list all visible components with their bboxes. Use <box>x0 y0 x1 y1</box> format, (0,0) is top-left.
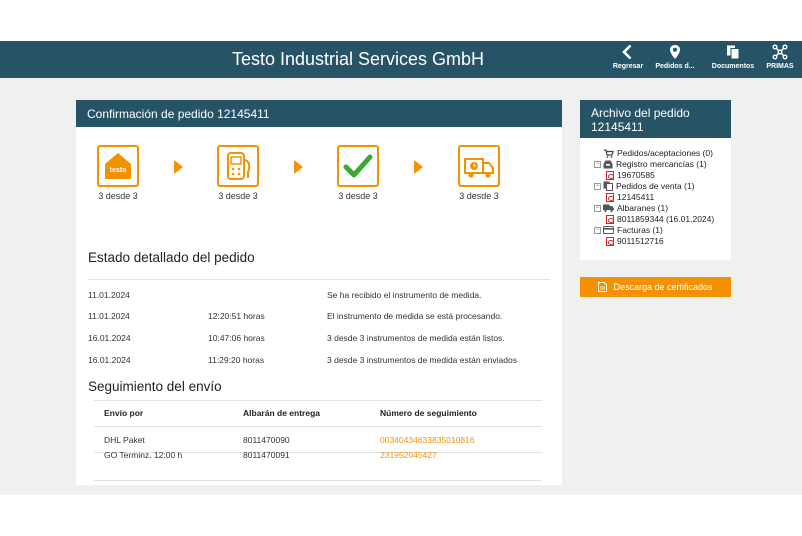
status-date: 16.01.2024 <box>88 333 131 343</box>
step-processing-box <box>217 145 259 187</box>
tracking-col-carrier: Envío por <box>104 408 144 418</box>
tree-item-label: 9011512716 <box>617 236 664 246</box>
nav-back-label: Regresar <box>612 63 644 70</box>
download-certificates-label: Descarga de certificados <box>613 282 713 292</box>
order-card <box>76 100 562 485</box>
pdf-icon <box>606 193 614 202</box>
tracking-carrier: DHL Paket <box>104 435 145 445</box>
tracking-number-link[interactable]: 231952045427 <box>380 450 437 460</box>
step-processing <box>203 145 273 201</box>
tree-item-invoices[interactable] <box>594 225 663 235</box>
archive-title-line2: 12145411 <box>591 120 644 134</box>
collapse-icon[interactable]: − <box>595 226 600 233</box>
app-background <box>0 41 802 495</box>
step-arrow-icon <box>174 160 183 174</box>
tracking-delivery-note: 8011470090 <box>243 435 290 445</box>
tree-doc-8011859344[interactable] <box>606 214 714 224</box>
archive-title-line1: Archivo del pedido <box>591 106 690 120</box>
status-date: 11.01.2024 <box>88 290 130 300</box>
step-arrow-icon <box>294 160 303 174</box>
map-pin-icon <box>667 44 683 60</box>
nav-primas-button[interactable] <box>764 44 796 76</box>
status-date: 11.01.2024 <box>88 311 130 321</box>
status-text: 3 desde 3 instrumentos de medida están listos. <box>327 333 505 343</box>
download-certificates-button[interactable] <box>580 277 731 297</box>
tracking-delivery-note: 8011470091 <box>243 450 290 460</box>
status-date: 16.01.2024 <box>88 355 131 365</box>
tree-doc-19670585[interactable] <box>606 170 655 180</box>
pdf-icon <box>606 237 614 246</box>
tree-doc-9011512716[interactable] <box>606 236 664 246</box>
step-ready-label: 3 desde 3 <box>338 191 378 201</box>
order-card-title: Confirmación de pedido 12145411 <box>76 100 562 127</box>
step-received-box <box>97 145 139 187</box>
card-icon <box>603 226 614 234</box>
nav-documents-label: Documentos <box>711 63 755 70</box>
tracking-header-row <box>94 400 542 427</box>
documents-icon <box>603 181 613 191</box>
testo-house-icon <box>102 150 134 182</box>
tree-doc-12145411[interactable] <box>606 192 654 202</box>
nav-primas-label: PRIMAS <box>766 63 794 70</box>
pdf-icon <box>606 171 614 180</box>
step-shipped-label: 3 desde 3 <box>459 191 499 201</box>
tracking-row <box>94 426 542 453</box>
tree-item-label: Pedidos de venta (1) <box>616 181 695 191</box>
step-shipped <box>444 145 514 201</box>
tracking-carrier: GO Terminz. 12:00 h <box>104 450 183 460</box>
nav-orders-label: Pedidos d... <box>655 63 695 70</box>
tree-item-label: Registro mercancías (1) <box>616 159 707 169</box>
svg-text:testo: testo <box>109 167 127 174</box>
status-text: Se ha recibido el instrumento de medida. <box>327 290 482 300</box>
nav-orders-button[interactable] <box>652 44 698 76</box>
cart-icon <box>604 149 614 158</box>
spacer <box>94 481 542 482</box>
collapse-icon[interactable]: − <box>595 204 600 211</box>
tree-item-label: Albaranes (1) <box>617 203 669 213</box>
app-title: Testo Industrial Services GmbH <box>231 49 485 69</box>
nav-documents-button[interactable] <box>709 44 757 76</box>
checkmark-icon <box>342 150 374 182</box>
tracking-col-delivery-note: Albarán de entrega <box>243 408 320 418</box>
archive-card-title <box>580 100 731 138</box>
status-time: 12:20:51 horas <box>208 311 265 321</box>
tree-item-label: Pedidos/aceptaciones (0) <box>617 148 713 158</box>
tree-item-label: 8011859344 (16.01.2024) <box>617 214 715 224</box>
step-processing-label: 3 desde 3 <box>218 191 258 201</box>
tree-item-label: 12145411 <box>617 192 655 202</box>
inbox-icon <box>603 160 613 169</box>
nav-back-button[interactable] <box>611 44 645 76</box>
measuring-instrument-icon <box>222 150 254 182</box>
status-time: 11:29:20 horas <box>208 355 265 365</box>
step-received-label: 3 desde 3 <box>98 191 138 201</box>
step-shipped-box <box>458 145 500 187</box>
collapse-icon[interactable]: − <box>595 160 600 167</box>
tracking-col-number: Número de seguimiento <box>380 408 477 418</box>
network-icon <box>772 44 788 60</box>
status-divider <box>88 279 550 280</box>
step-ready <box>323 145 393 201</box>
document-icon <box>598 282 607 292</box>
pdf-icon <box>606 215 614 224</box>
tree-item-delivery-notes[interactable] <box>594 203 668 213</box>
tracking-number-link[interactable]: 00340434633835010816 <box>380 435 475 445</box>
collapse-icon[interactable]: − <box>595 182 600 189</box>
archive-card <box>580 100 731 260</box>
step-arrow-icon <box>414 160 423 174</box>
tracking-section-title: Seguimiento del envío <box>88 379 222 394</box>
status-section-title: Estado detallado del pedido <box>88 250 255 265</box>
documents-icon <box>725 44 741 60</box>
truck-icon <box>603 204 614 212</box>
tree-item-goods-receipt[interactable] <box>594 159 707 169</box>
step-ready-box <box>337 145 379 187</box>
status-text: 3 desde 3 instrumentos de medida están enviados <box>327 355 517 365</box>
status-time: 10:47:06 horas <box>208 333 265 343</box>
tree-item-label: Facturas (1) <box>617 225 663 235</box>
delivery-truck-icon <box>463 150 495 182</box>
step-received <box>83 145 153 201</box>
chevron-left-icon <box>620 44 636 60</box>
tree-item-sales-orders[interactable] <box>594 181 694 191</box>
top-bar <box>0 41 802 78</box>
tree-item-orders[interactable] <box>604 148 713 158</box>
tracking-row <box>94 452 542 478</box>
status-text: El instrumento de medida se está procesando. <box>327 311 503 321</box>
order-progress-steps <box>76 145 562 205</box>
tree-item-label: 19670585 <box>617 170 655 180</box>
